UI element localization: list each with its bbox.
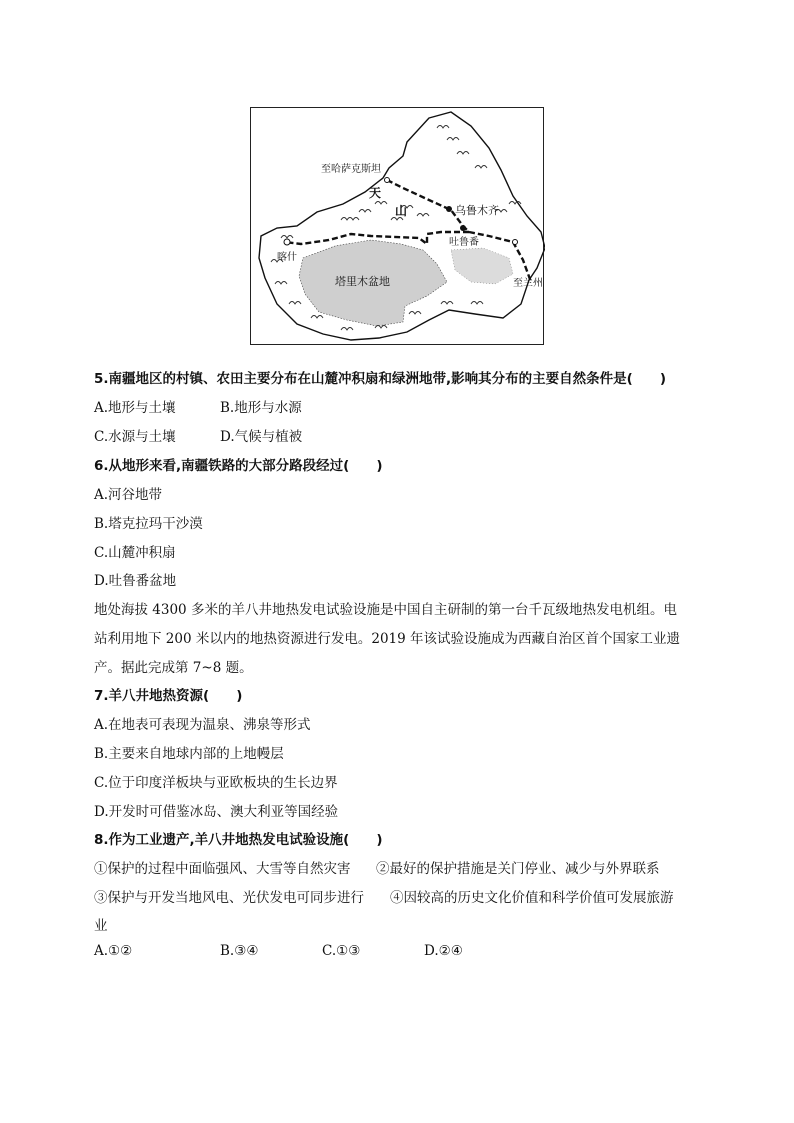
- q7-option-d: D.开发时可借鉴冰岛、澳大利亚等国经验: [94, 804, 339, 820]
- q5-option-b: B.地形与水源: [220, 400, 302, 416]
- turpan-dot: [460, 225, 466, 231]
- q7-option-b: B.主要来自地球内部的上地幔层: [94, 746, 284, 762]
- passage-line-3: 产。据此完成第 7~8 题。: [94, 660, 253, 676]
- q8-option-c: C.①③: [322, 943, 361, 959]
- q8-item-2: ②最好的保护措施是关门停业、减少与外界联系: [376, 861, 660, 877]
- urumqi-dot: [446, 206, 452, 212]
- east-node: [513, 240, 518, 245]
- label-kazakhstan: 至哈萨克斯坦: [321, 164, 381, 175]
- q8-option-b: B.③④: [220, 943, 259, 959]
- q6-stem: 6.从地形来看,南疆铁路的大部分路段经过( ): [94, 458, 383, 474]
- eastern-desert-area: [451, 248, 513, 284]
- q8-item-3: ③保护与开发当地风电、光伏发电可同步进行: [94, 890, 364, 906]
- q8-item-1: ①保护的过程中面临强风、大雪等自然灾害: [94, 861, 351, 877]
- passage-line-1: 地处海拔 4300 多米的羊八井地热发电试验设施是中国自主研制的第一台千瓦级地热发电机组。电: [94, 602, 677, 618]
- label-shan: 山: [395, 204, 408, 218]
- q6-option-d: D.吐鲁番盆地: [94, 573, 177, 589]
- xinjiang-map: [251, 108, 545, 346]
- q6-option-c: C.山麓冲积扇: [94, 545, 176, 561]
- passage-line-2: 站利用地下 200 米以内的地热资源进行发电。2019 年该试验设施成为西藏自治区首个国家工业遗: [94, 631, 680, 647]
- label-turpan: 吐鲁番: [449, 237, 479, 248]
- label-tarim: 塔里木盆地: [335, 275, 390, 288]
- label-tian: 天: [369, 186, 382, 200]
- q6-option-b: B.塔克拉玛干沙漠: [94, 516, 203, 532]
- label-kashgar: 喀什: [277, 252, 297, 263]
- q7-option-a: A.在地表可表现为温泉、沸泉等形式: [94, 717, 311, 733]
- q5-option-c: C.水源与土壤: [94, 429, 176, 445]
- q7-stem: 7.羊八井地热资源( ): [94, 688, 243, 704]
- q8-option-d: D.②④: [424, 943, 463, 959]
- q5-option-a: A.地形与土壤: [94, 400, 176, 416]
- kazakhstan-node: [385, 178, 390, 183]
- q8-item-4-cont: 业: [94, 918, 108, 934]
- q5-stem: 5.南疆地区的村镇、农田主要分布在山麓冲积扇和绿洲地带,影响其分布的主要自然条件是( ): [94, 371, 666, 387]
- q8-item-4: ④因较高的历史文化价值和科学价值可发展旅游: [390, 890, 674, 906]
- label-urumqi: 乌鲁木齐: [455, 204, 499, 217]
- map-figure: [250, 107, 544, 345]
- q8-stem: 8.作为工业遗产,羊八井地热发电试验设施( ): [94, 832, 383, 848]
- kashgar-dot: [284, 239, 290, 245]
- q6-option-a: A.河谷地带: [94, 487, 163, 503]
- q8-option-a: A.①②: [94, 943, 133, 959]
- label-lanzhou: 至兰州: [513, 278, 543, 289]
- q5-option-d: D.气候与植被: [220, 429, 303, 445]
- q7-option-c: C.位于印度洋板块与亚欧板块的生长边界: [94, 775, 338, 791]
